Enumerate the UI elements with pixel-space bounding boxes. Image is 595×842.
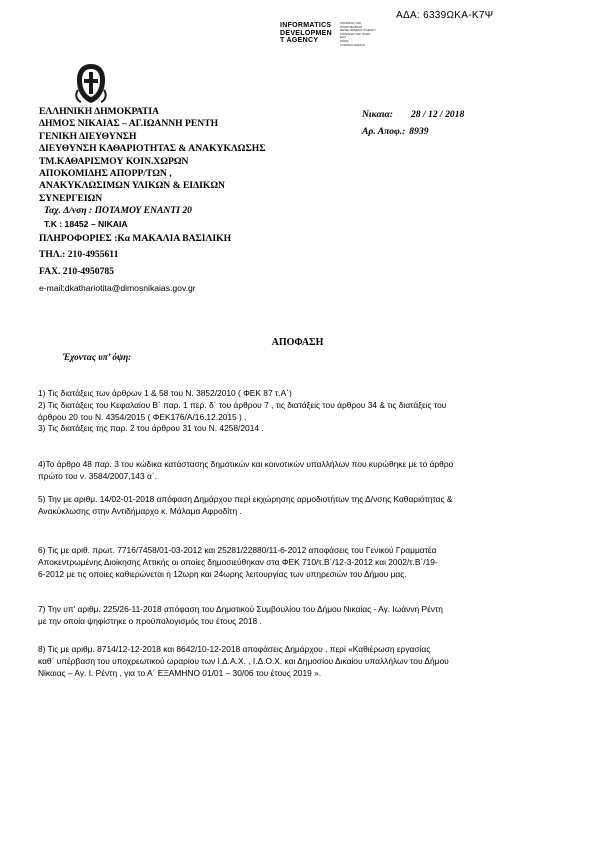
logo-small-line: ΚΟΙΝΩΝΙΑ ΤΗΣ ΠΛΗΡ. bbox=[340, 31, 371, 36]
contact-person-line: ΠΛΗΡΟΦΟΡΙΕΣ :Κα ΜΑΚΑΛΙΑ ΒΑΣΙΛΙΚΗ bbox=[39, 233, 232, 245]
header-line: ΣΥΝΕΡΓΕΙΩΝ bbox=[39, 192, 103, 204]
paragraph-line: 4)Το άρθρο 48 παρ. 3 του κώδικα κατάστασης δημοτικών και κοινοτικών υπαλλήλων που κυρώθηκε με το άρθρο bbox=[38, 459, 454, 469]
header-line: ΔΗΜΟΣ ΝΙΚΑΙΑΣ – ΑΓ.ΙΩΑΝΝΗ ΡΕΝΤΗ bbox=[39, 118, 219, 130]
paragraph-group-6 bbox=[38, 644, 556, 679]
ada-code: ΑΔΑ: 6339ΩΚΑ-Κ7Ψ bbox=[396, 10, 494, 21]
paragraph-line: Ανακύκλωσης στην Αντιδήμαρχο κ. Μάλαμα Αφροδίτη . bbox=[38, 505, 242, 516]
paragraph-line: με την οποία ψηφίστηκε ο προϋπολογισμός του έτους 2018 . bbox=[38, 615, 262, 626]
logo-line: T AGENCY bbox=[280, 37, 319, 44]
paragraph-line: Αποκεντρωμένης Διοίκησης Αττικής οι οποίες δημοσιεύθηκαν στα ΦΕΚ 710/τ.Β΄/12-3-2012 και 2002/τ.Β΄/19- bbox=[38, 556, 438, 567]
paragraph-group-4 bbox=[38, 545, 556, 580]
protocol-label: Αρ. Αποφ.: bbox=[362, 126, 406, 137]
agency-logo-text bbox=[280, 22, 332, 45]
logo-small-line: ΠΛΗΡΟΦΟΡΙΑΣ bbox=[340, 24, 363, 29]
paragraph-line: 3) Τις διατάξεις της παρ. 2 του άρθρου 31 του Ν. 4258/2014 . bbox=[38, 423, 264, 434]
header-line: ΓΕΝΙΚΗ ΔΙΕΥΘΥΝΣΗ bbox=[39, 130, 137, 142]
logo-small-line: ΡΗΜΑ bbox=[340, 38, 349, 43]
paragraph-line: 8) Τις με αριθμ. 8714/12-12-2018 και 8642/10-12-2018 αποφάσεις Δημάρχου , περί «Καθιέρωση εργασίας bbox=[38, 644, 431, 654]
paragraph-line: Νίκαιας – Αγ. Ι. Ρέντη , για το Α΄ ΕΞΑΜΗΝΟ 01/01 – 30/06 του έτους 2019 ». bbox=[38, 667, 322, 678]
date-protocol-block bbox=[362, 106, 464, 140]
paragraph-line: 6) Τις με αριθ. πρωτ. 7716/7458/01-03-2012 και 25281/22880/11-6-2012 αποφάσεις του Γενικού Γραμματέα bbox=[38, 545, 437, 555]
email-line: e-mail:dkathariotita@dimosnikaias.gov.gr bbox=[39, 283, 196, 294]
paragraph-line: 2) Τις διατάξεις του Κεφαλαίου Β΄ παρ. 1 περ. δ΄ του άρθρου 7 , τις διατάξεις του άρθρου 34 & τις διατάξεις του bbox=[38, 399, 447, 410]
protocol-value: 8939 bbox=[409, 126, 429, 137]
paragraph-line: 5) Την με αριθμ. 14/02-01-2018 απόφαση Δημάρχου περί εκχώρησης αρμοδιοτήτων της Δ/νσης Καθαριότητας & bbox=[38, 494, 453, 504]
agency-logo-small-text bbox=[340, 22, 400, 47]
logo-line: INFORMATICS bbox=[280, 22, 332, 29]
paragraph-group-1 bbox=[38, 388, 556, 435]
logo-small-line: ΕΛΛ bbox=[340, 35, 347, 40]
fax-line: FAX. 210-4950785 bbox=[39, 265, 114, 277]
postal-code-line: Τ.Κ : 18452 – ΝΙΚΑΙΑ bbox=[44, 218, 128, 229]
paragraph-group-5 bbox=[38, 604, 556, 628]
paragraph-line: 7) Την υπ’ αριθμ. 225/26-11-2018 απόφαση του Δημοτικού Συμβουλίου του Δήμου Νικαίας - Αγ. Ιωάννη Ρέντη bbox=[38, 604, 443, 614]
paragraph-group-2 bbox=[38, 459, 556, 483]
paragraph-line: άρθρου 20 του Ν. 4354/2015 ( ΦΕΚ176/Α/16.12.2015 ) . bbox=[38, 411, 247, 422]
paragraph-group-3 bbox=[38, 494, 556, 518]
paragraph-line: πρώτο του ν. 3584/2007,143 α΄. bbox=[38, 470, 157, 481]
greek-emblem-icon bbox=[72, 60, 110, 106]
logo-line: DEVELOPMEN bbox=[280, 29, 333, 37]
date-value: 28 / 12 / 2018 bbox=[410, 109, 465, 120]
header-line: ΔΙΕΥΘΥΝΣΗ ΚΑΘΑΡΙΟΤΗΤΑΣ & ΑΝΑΚΥΚΛΩΣΗΣ bbox=[39, 143, 266, 155]
phone-line: ΤΗΛ.: 210-4955611 bbox=[39, 249, 119, 261]
date-label: Νικαια: bbox=[362, 109, 393, 120]
header-line: ΤΜ.ΚΑΘΑΡΙΣΜΟΥ ΚΟΙΝ.ΧΩΡΩΝ bbox=[39, 155, 189, 167]
paragraph-line: 1) Τις διατάξεις των άρθρων 1 & 58 του Ν. 3852/2010 ( ΦΕΚ 87 τ.Α΄) bbox=[38, 388, 292, 398]
paragraph-line: καθ΄ υπέρβαση του υποχρεωτικού ωραρίου των Ι.Δ.Α.Χ. , Ι.Δ.Ο.Χ. και Δημοσίου Δικαίου υπαλλήλων του Δήμου bbox=[38, 655, 449, 666]
address-line: Ταχ. Δ/νση : ΠΟΤΑΜΟΥ ΕΝΑΝΤΙ 20 bbox=[44, 205, 192, 217]
paragraph-line: 6-2012 με τις οποίες καθιερώνεται η 12ωρη και 24ωρης λειτουργίας των υπηρεσιών του Δήμου μας. bbox=[38, 568, 407, 579]
logo-small-line: DEVELOPMENT AGENCY bbox=[340, 28, 376, 33]
logo-small-line: ΛΛΗΝΙΚΗ ΔΗΜΟΚ bbox=[340, 42, 366, 47]
header-line: ΑΠΟΚΟΜΙΔΗΣ ΑΠΟΡΡ/ΤΩΝ , bbox=[39, 168, 172, 180]
header-line: ΕΛΛΗΝΙΚΗ ΔΗΜΟΚΡΑΤΙΑ bbox=[39, 106, 160, 117]
issuer-header bbox=[39, 106, 266, 295]
document-title: ΑΠΟΦΑΣΗ bbox=[271, 337, 324, 348]
having-in-view: Έχοντας υπ’ όψη: bbox=[63, 352, 132, 362]
logo-small-line: ΚΟΙΝΩΝΙΑ ΤΗΣ bbox=[340, 21, 361, 25]
header-line: ΑΝΑΚΥΚΛΩΣΙΜΩΝ ΥΛΙΚΩΝ & ΕΙΔΙΚΩΝ bbox=[39, 180, 225, 192]
